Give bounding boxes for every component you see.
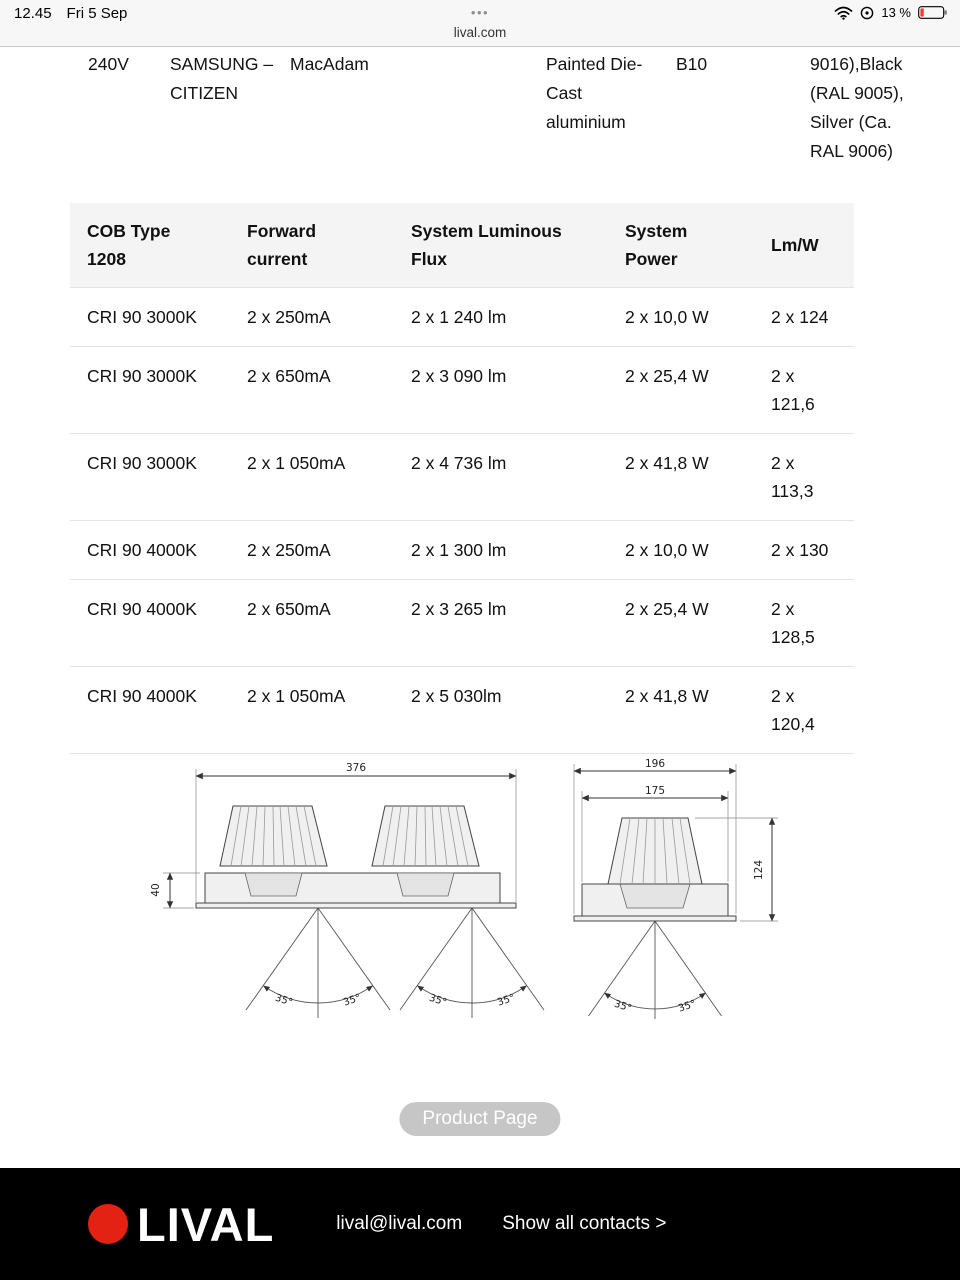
dimension-label: 175 bbox=[644, 785, 666, 797]
spec-material: Painted Die-Cast aluminium bbox=[546, 54, 643, 132]
beam-angle-label: 35° bbox=[677, 998, 698, 1015]
table-cell: 2 x 5 030lm bbox=[394, 667, 608, 754]
beam-angle-label: 35° bbox=[612, 998, 633, 1015]
front-view-drawing bbox=[150, 762, 544, 1018]
table-row bbox=[70, 521, 854, 580]
table-cell: 2 x 1 050mA bbox=[230, 667, 394, 754]
table-row bbox=[70, 434, 854, 521]
status-date: Fri 5 Sep bbox=[66, 5, 128, 22]
table-cell: 2 x 4 736 lm bbox=[394, 434, 608, 521]
footer-email-link[interactable]: lival@lival.com bbox=[336, 1213, 463, 1234]
status-right bbox=[834, 5, 948, 20]
table-cell: 2 x 113,3 bbox=[754, 434, 854, 521]
col-header-system-power: System Power bbox=[608, 203, 754, 288]
table-row bbox=[70, 667, 854, 754]
col-header-cob-type: COB Type 1208 bbox=[70, 203, 230, 288]
table-cell: 2 x 120,4 bbox=[754, 667, 854, 754]
table-cell: 2 x 1 300 lm bbox=[394, 521, 608, 580]
cob-spec-table bbox=[70, 203, 854, 754]
table-cell: 2 x 10,0 W bbox=[608, 288, 754, 347]
side-view-drawing bbox=[574, 758, 778, 1019]
table-cell: 2 x 10,0 W bbox=[608, 521, 754, 580]
table-header-row bbox=[70, 203, 854, 288]
product-page-button[interactable]: Product Page bbox=[399, 1102, 560, 1136]
technical-drawing bbox=[150, 756, 810, 1036]
orientation-lock-icon bbox=[860, 6, 874, 20]
table-row bbox=[70, 580, 854, 667]
lival-logo bbox=[88, 1197, 275, 1251]
status-time: 12.45 bbox=[14, 5, 52, 22]
col-header-luminous-flux: System Luminous Flux bbox=[394, 203, 608, 288]
table-cell: 2 x 250mA bbox=[230, 521, 394, 580]
table-cell: 2 x 1 050mA bbox=[230, 434, 394, 521]
beam-angle-diagram bbox=[589, 921, 722, 1019]
table-cell: CRI 90 3000K bbox=[70, 288, 230, 347]
beam-angle-label: 35° bbox=[496, 992, 517, 1009]
status-left bbox=[14, 5, 127, 22]
table-cell: 2 x 3 090 lm bbox=[394, 347, 608, 434]
table-row bbox=[70, 347, 854, 434]
table-cell: 2 x 650mA bbox=[230, 347, 394, 434]
lival-logo-dot-icon bbox=[88, 1204, 128, 1244]
footer-contacts-link[interactable]: Show all contacts > bbox=[502, 1213, 667, 1234]
table-cell: 2 x 128,5 bbox=[754, 580, 854, 667]
table-cell: 2 x 250mA bbox=[230, 288, 394, 347]
table-cell: 2 x 25,4 W bbox=[608, 347, 754, 434]
table-cell: 2 x 121,6 bbox=[754, 347, 854, 434]
tab-overflow-dots[interactable]: ••• bbox=[470, 5, 490, 20]
col-header-lm-w: Lm/W bbox=[754, 203, 854, 288]
col-header-forward-current: Forward current bbox=[230, 203, 394, 288]
table-cell: 2 x 650mA bbox=[230, 580, 394, 667]
wifi-icon bbox=[834, 6, 853, 20]
table-row bbox=[70, 288, 854, 347]
table-cell: 2 x 3 265 lm bbox=[394, 580, 608, 667]
beam-angle-label: 35° bbox=[273, 992, 294, 1009]
beam-angle-label: 35° bbox=[427, 992, 448, 1009]
table-body bbox=[70, 288, 854, 754]
table-cell: 2 x 124 bbox=[754, 288, 854, 347]
battery-icon bbox=[918, 6, 948, 19]
table-cell: CRI 90 3000K bbox=[70, 347, 230, 434]
spec-b10: B10 bbox=[676, 54, 708, 74]
dimension-label: 376 bbox=[345, 762, 367, 774]
spec-macadam: MacAdam bbox=[290, 54, 369, 74]
battery-percent: 13 % bbox=[881, 5, 911, 20]
table-cell: 2 x 25,4 W bbox=[608, 580, 754, 667]
table-cell: 2 x 41,8 W bbox=[608, 667, 754, 754]
spec-colors: 9016),Black (RAL 9005), Silver (Ca. RAL 9006) bbox=[810, 54, 904, 161]
table-cell: CRI 90 3000K bbox=[70, 434, 230, 521]
dimension-label: 196 bbox=[644, 758, 666, 770]
table-cell: 2 x 1 240 lm bbox=[394, 288, 608, 347]
footer bbox=[0, 1168, 960, 1280]
table-cell: CRI 90 4000K bbox=[70, 521, 230, 580]
address-bar-url[interactable]: lival.com bbox=[453, 25, 507, 40]
table-cell: CRI 90 4000K bbox=[70, 667, 230, 754]
dimension-label: 124 bbox=[753, 859, 765, 881]
spec-voltage: 240V bbox=[88, 54, 129, 74]
table-cell: CRI 90 4000K bbox=[70, 580, 230, 667]
spec-led-brand: SAMSUNG – CITIZEN bbox=[170, 54, 274, 103]
table-cell: 2 x 41,8 W bbox=[608, 434, 754, 521]
table-cell: 2 x 130 bbox=[754, 521, 854, 580]
lival-logo-text: LIVAL bbox=[137, 1197, 275, 1251]
beam-angle-label: 35° bbox=[342, 992, 363, 1009]
status-bar bbox=[0, 0, 960, 47]
dimension-label: 40 bbox=[150, 883, 162, 897]
